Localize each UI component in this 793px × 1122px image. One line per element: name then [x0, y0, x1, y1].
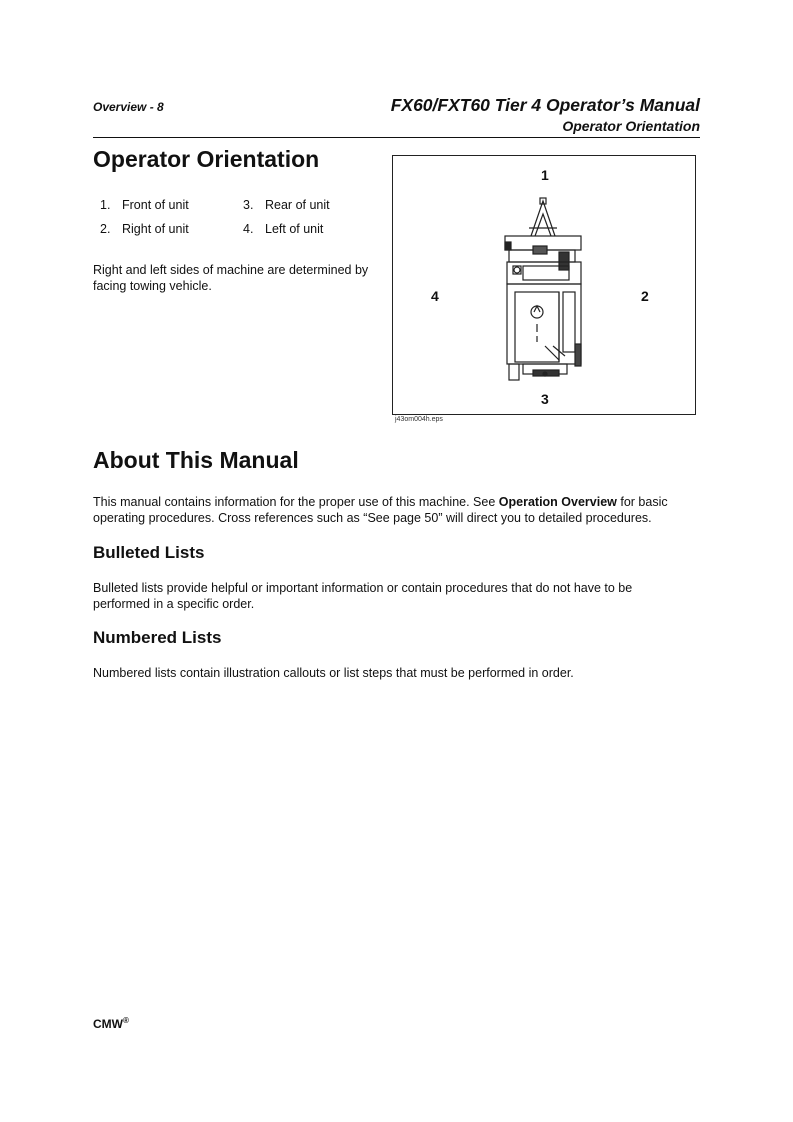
orientation-heading: Operator Orientation	[93, 146, 320, 172]
callout-left: 4	[431, 288, 439, 304]
numbered-lists-paragraph: Numbered lists contain illustration callouts or list steps that must be performed in order.	[93, 666, 574, 680]
orientation-note: Right and left sides of machine are determined by facing towing vehicle.	[93, 263, 369, 293]
callout-right: 2	[641, 288, 649, 304]
manual-title: FX60/FXT60 Tier 4 Operator’s Manual	[390, 95, 700, 115]
header-rule	[93, 137, 700, 138]
section-subtitle: Operator Orientation	[562, 118, 700, 134]
list-item: 3. Rear of unit	[243, 198, 330, 212]
orientation-figure	[392, 155, 696, 415]
footer-brand: CMW®	[93, 1016, 129, 1031]
list-item: 1. Front of unit	[100, 198, 189, 212]
callout-rear: 3	[541, 391, 549, 407]
numbered-lists-heading: Numbered Lists	[93, 628, 222, 647]
cross-reference-operation-overview: Operation Overview	[498, 495, 617, 509]
about-heading: About This Manual	[93, 447, 299, 473]
bulleted-lists-heading: Bulleted Lists	[93, 543, 205, 562]
list-item: 2. Right of unit	[100, 222, 189, 236]
registered-mark: ®	[123, 1016, 129, 1025]
machine-top-view-illustration	[493, 196, 593, 386]
figure-caption: j43om004h.eps	[395, 416, 443, 423]
callout-front: 1	[541, 167, 549, 183]
bulleted-lists-paragraph: Bulleted lists provide helpful or important information or contain procedures that do not have to be performed in a specific order.	[93, 581, 633, 611]
page-section-label: Overview - 8	[93, 100, 164, 114]
orientation-list	[100, 193, 380, 241]
about-paragraph: This manual contains information for the proper use of this machine. See Operation Overview for basic operating procedures. Cross references such as “See page 50” will direct you to detailed procedures.	[93, 495, 668, 525]
list-item: 4. Left of unit	[243, 222, 324, 236]
